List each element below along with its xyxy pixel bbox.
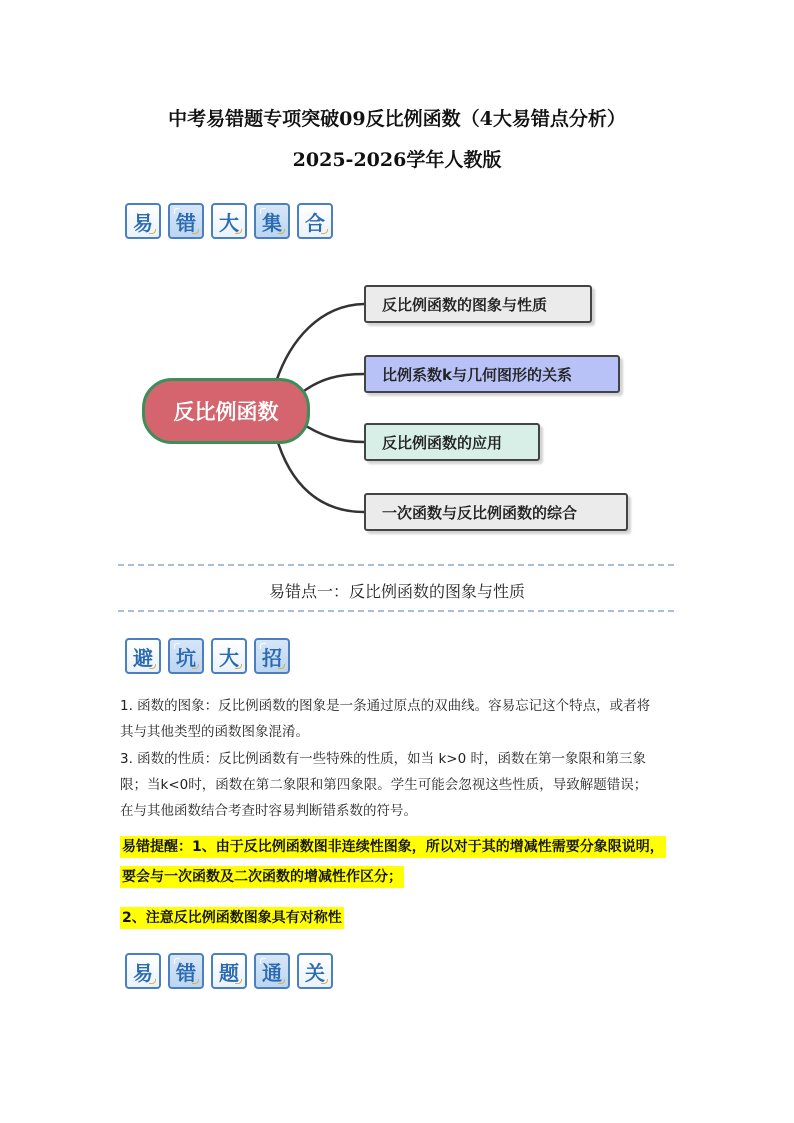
connector-4 bbox=[276, 436, 364, 512]
paragraph-line: 3. 函数的性质：反比例函数有一些特殊的性质，如当 k>0 时，函数在第一象限和第三象 bbox=[120, 751, 646, 767]
mind-map-branch-1: 反比例函数的图象与性质 bbox=[364, 285, 592, 323]
paragraph-line: 在与其他函数结合考查时容易判断错系数的符号。 bbox=[120, 803, 417, 819]
banner-tile: 易 bbox=[125, 203, 161, 239]
document-subtitle: 2025-2026学年人教版 bbox=[292, 149, 502, 171]
banner-tile: 易 bbox=[125, 953, 161, 989]
connector-3 bbox=[300, 422, 364, 442]
mind-map-branch-3: 反比例函数的应用 bbox=[364, 423, 540, 461]
mind-map bbox=[0, 270, 794, 540]
banner-tile: 大 bbox=[211, 203, 247, 239]
banner-tile: 题 bbox=[211, 953, 247, 989]
reminder-line: 要会与一次函数及二次函数的增减性作区分； bbox=[120, 866, 404, 888]
banner-tile: 坑 bbox=[168, 638, 204, 674]
connector-2 bbox=[300, 374, 364, 394]
connector-1 bbox=[276, 304, 364, 382]
banner-tile: 避 bbox=[125, 638, 161, 674]
mind-map-center: 反比例函数 bbox=[142, 378, 310, 444]
mind-map-branch-4: 一次函数与反比例函数的综合 bbox=[364, 493, 628, 531]
reminder-line: 易错提醒：1、由于反比例函数图非连续性图象，所以对于其的增减性需要分象限说明， bbox=[120, 836, 666, 858]
document-title: 中考易错题专项突破09反比例函数（4大易错点分析） bbox=[168, 108, 626, 130]
paragraph-line: 1. 函数的图象：反比例函数的图象是一条通过原点的双曲线。容易忘记这个特点，或者将 bbox=[120, 698, 651, 714]
banner-tile: 通 bbox=[254, 953, 290, 989]
paragraph-properties bbox=[120, 746, 685, 824]
banner-tile: 集 bbox=[254, 203, 290, 239]
divider-top bbox=[118, 564, 674, 566]
banner-tile: 错 bbox=[168, 203, 204, 239]
banner-error-practice bbox=[125, 953, 333, 989]
banner-tile: 招 bbox=[254, 638, 290, 674]
banner-tile: 错 bbox=[168, 953, 204, 989]
paragraph-line: 限；当k<0时，函数在第二象限和第四象限。学生可能会忽视这些性质，导致解题错误； bbox=[120, 777, 648, 793]
banner-avoid-pitfalls bbox=[125, 638, 290, 674]
banner-tile: 大 bbox=[211, 638, 247, 674]
mind-map-branch-2: 比例系数k与几何图形的关系 bbox=[364, 355, 620, 393]
banner-tile: 合 bbox=[297, 203, 333, 239]
section-heading: 易错点一：反比例函数的图象与性质 bbox=[268, 582, 525, 601]
paragraph-line: 其与其他类型的函数图象混淆。 bbox=[120, 724, 309, 740]
divider-bottom bbox=[118, 610, 674, 612]
banner-tile: 关 bbox=[297, 953, 333, 989]
banner-error-collection bbox=[125, 203, 333, 239]
paragraph-graph bbox=[120, 693, 685, 745]
reminder-line: 2、注意反比例函数图象具有对称性 bbox=[120, 907, 344, 929]
